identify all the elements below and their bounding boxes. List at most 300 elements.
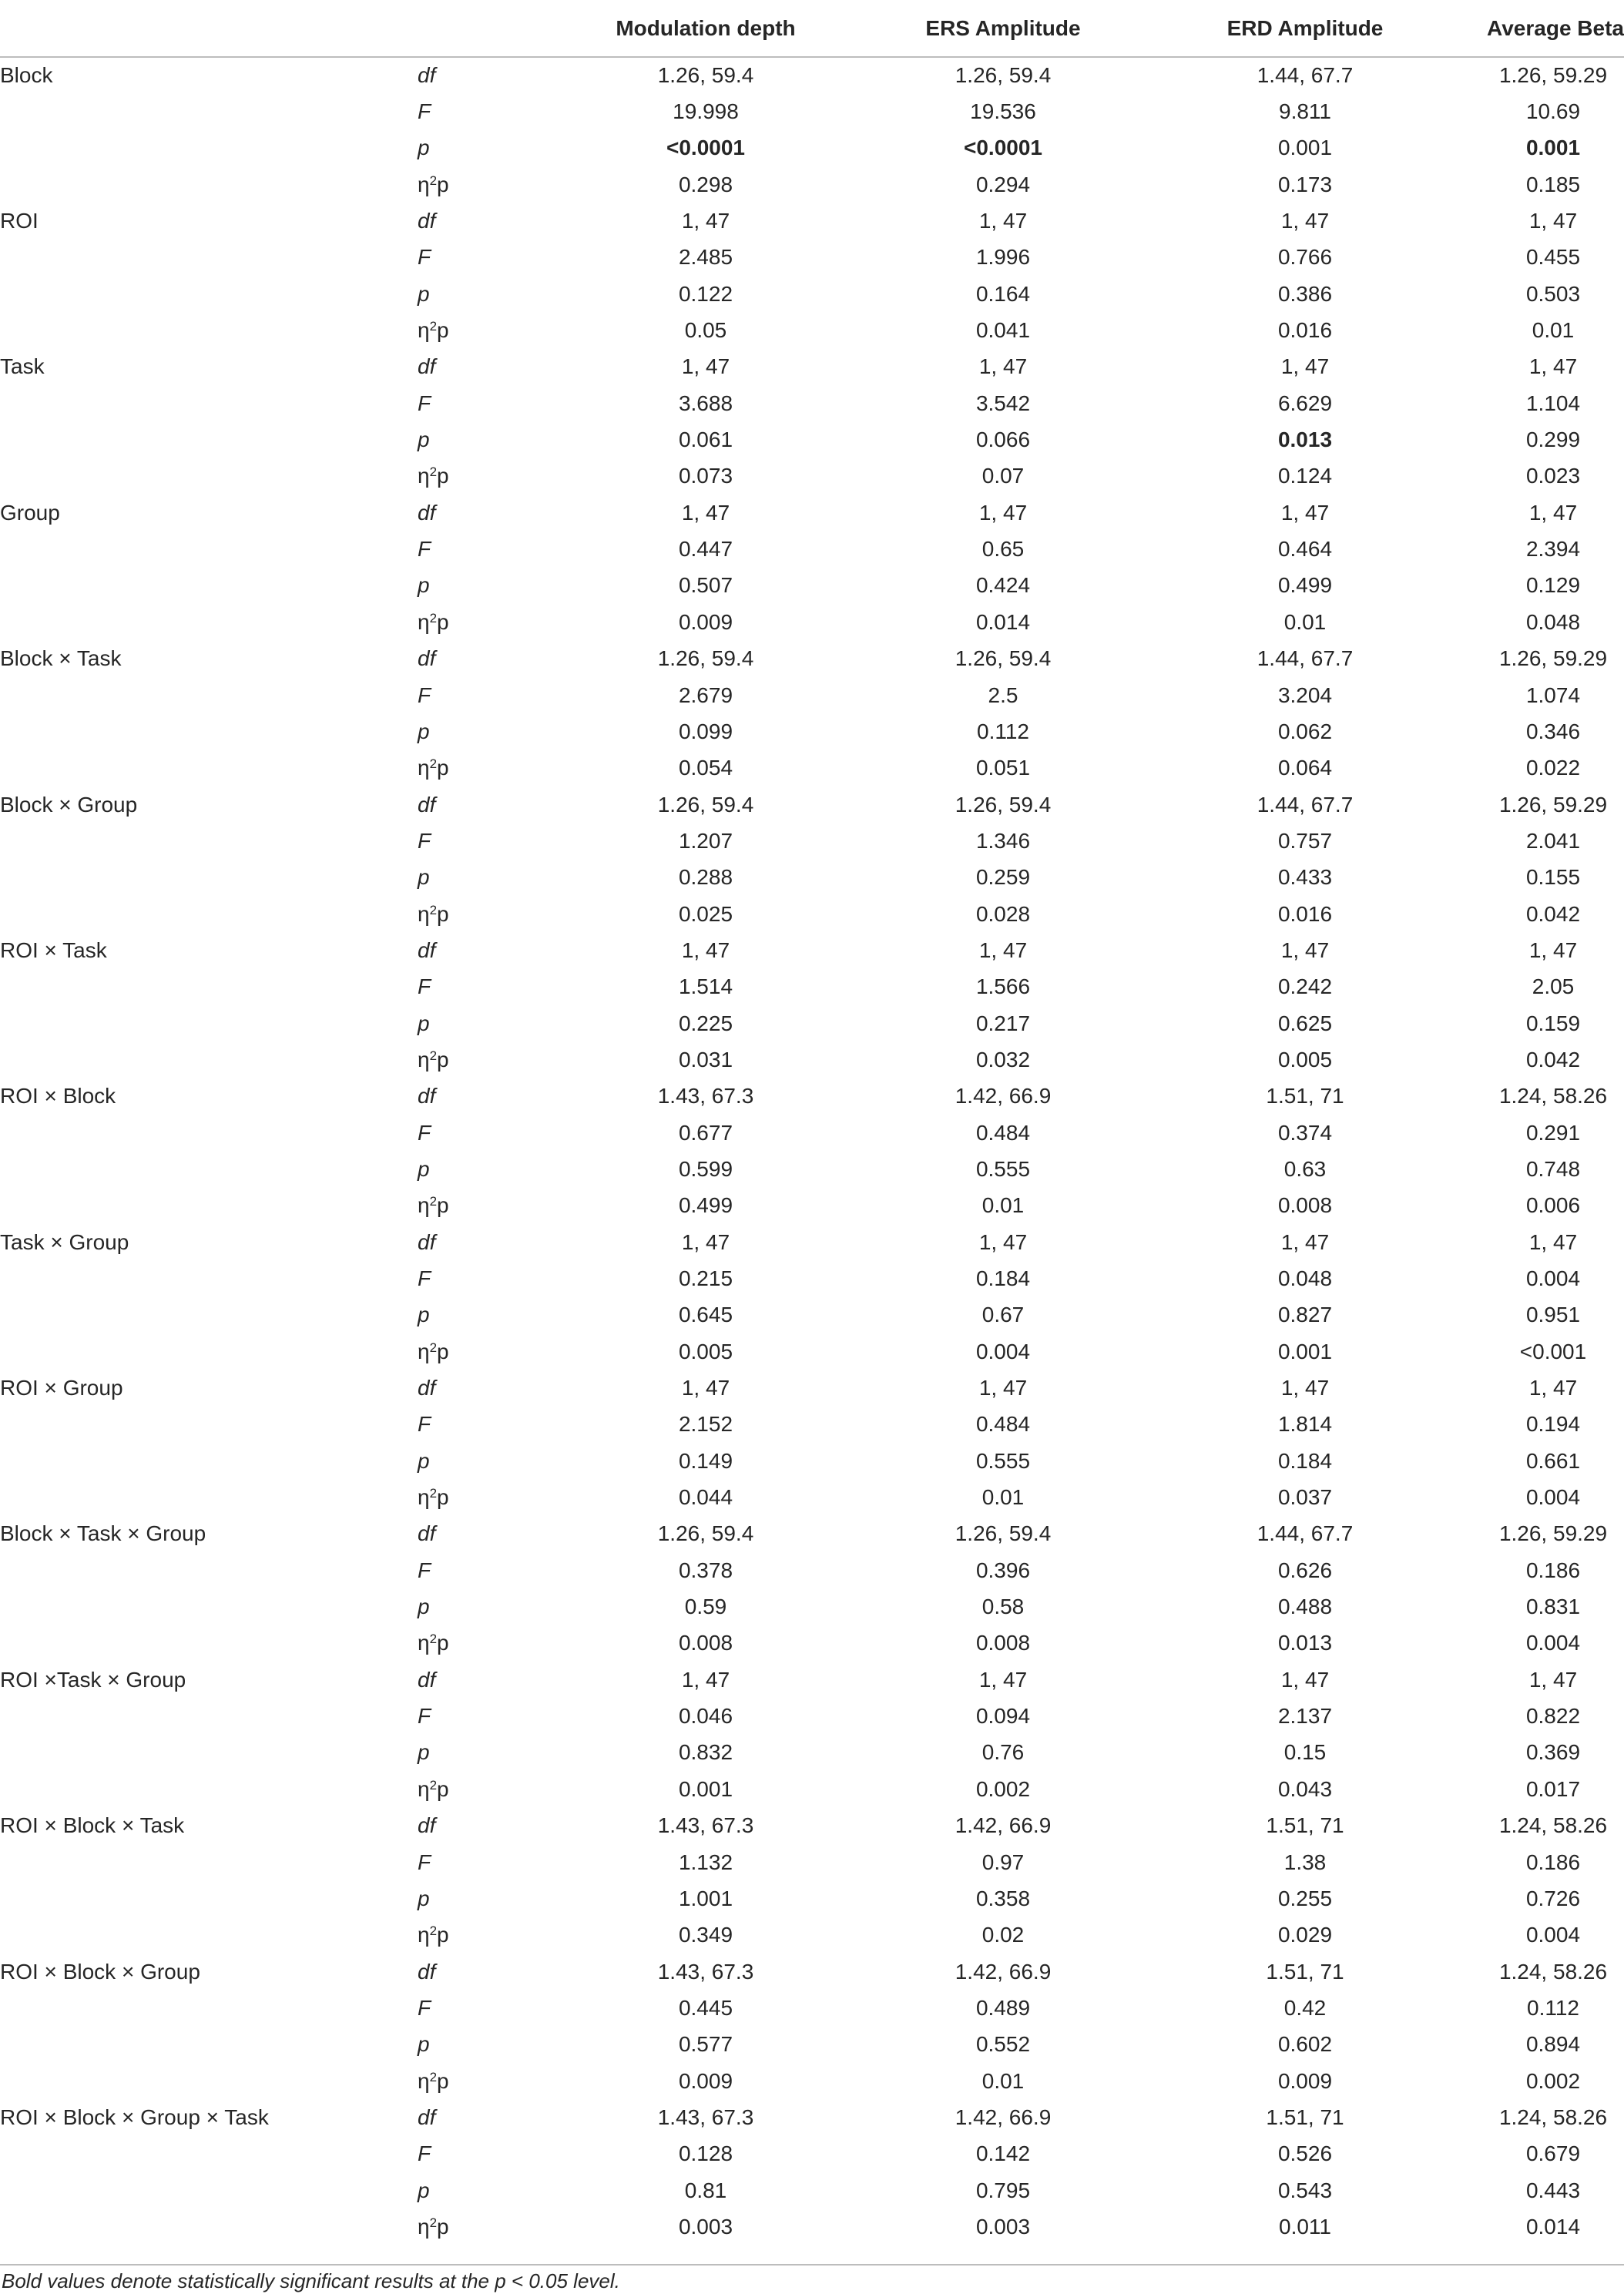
table-row (0, 1880, 1624, 1917)
cell-average-beta: 1.24, 58.26 (1498, 1813, 1608, 1838)
cell-erd-amplitude: 1, 47 (1280, 937, 1330, 962)
cell-ers-amplitude: 0.184 (975, 1266, 1031, 1291)
table-row (0, 1516, 1624, 1552)
table-row (0, 932, 1624, 968)
cell-average-beta: 0.455 (1525, 245, 1581, 270)
statistic-label: $\eta^2p$ (418, 609, 449, 634)
cell-ers-amplitude: 0.217 (975, 1011, 1031, 1035)
effect-label-empty (0, 276, 418, 312)
statistic-label: p (418, 1740, 430, 1765)
table-row (0, 1005, 1624, 1041)
cell-average-beta: 10.69 (1525, 99, 1581, 124)
cell-average-beta: 1, 47 (1528, 209, 1578, 233)
table-row (0, 1625, 1624, 1662)
cell-erd-amplitude: 0.499 (1277, 573, 1333, 598)
table-row (0, 1990, 1624, 2026)
effect-label: ROI (0, 209, 39, 233)
cell-modulation-depth: 1.26, 59.4 (657, 1521, 754, 1546)
table-bottom-rule (0, 2264, 1624, 2265)
effect-label-empty (0, 1625, 418, 1662)
cell-average-beta: 0.186 (1525, 1850, 1581, 1874)
cell-ers-amplitude: 1.42, 66.9 (955, 1959, 1052, 1984)
statistic-label: p (418, 1886, 430, 1910)
cell-modulation-depth: 0.445 (678, 1995, 733, 2020)
statistic-label: F (418, 391, 431, 415)
statistic-label: p (418, 573, 430, 598)
statistic-label: df (418, 1084, 436, 1108)
cell-average-beta: 1.26, 59.29 (1498, 1521, 1608, 1546)
cell-ers-amplitude: 0.294 (975, 172, 1031, 196)
cell-modulation-depth: 1.43, 67.3 (657, 1813, 754, 1838)
cell-modulation-depth: 0.008 (678, 1631, 733, 1655)
cell-average-beta: 0.112 (1527, 1995, 1579, 2020)
statistic-label: $\eta^2p$ (418, 318, 449, 343)
table-row (0, 1370, 1624, 1406)
statistic-label: F (418, 1850, 431, 1874)
table-row (0, 531, 1624, 567)
cell-average-beta: 0.042 (1525, 901, 1581, 926)
table-row (0, 1735, 1624, 1771)
effect-label-empty (0, 130, 418, 166)
effect-label-empty (0, 860, 418, 896)
statistic-label: df (418, 2105, 436, 2129)
table-row (0, 2027, 1624, 2063)
effect-label: ROI × Task (0, 937, 107, 962)
effect-label-empty (0, 750, 418, 786)
cell-modulation-depth: 0.599 (678, 1156, 733, 1181)
cell-erd-amplitude: 3.204 (1277, 682, 1333, 707)
cell-ers-amplitude: 0.489 (975, 1995, 1031, 2020)
cell-ers-amplitude: <0.0001 (964, 136, 1042, 160)
cell-modulation-depth: 1, 47 (681, 1229, 730, 1254)
cell-average-beta: 1.24, 58.26 (1498, 2105, 1608, 2129)
effect-label-empty (0, 312, 418, 348)
cell-ers-amplitude: 1.346 (975, 828, 1031, 853)
effect-label: Block × Group (0, 792, 138, 817)
statistic-label: $\eta^2p$ (418, 901, 449, 926)
table-row (0, 57, 1624, 93)
effect-label-empty (0, 1443, 418, 1479)
table-row (0, 896, 1624, 932)
statistic-label: p (418, 136, 430, 160)
statistic-label: $\eta^2p$ (418, 1485, 449, 1510)
effect-label-empty (0, 458, 418, 495)
effect-label: Block (0, 63, 53, 88)
cell-modulation-depth: 1.26, 59.4 (657, 646, 754, 671)
table-row (0, 312, 1624, 348)
cell-average-beta: 1.24, 58.26 (1498, 1084, 1608, 1108)
cell-erd-amplitude: 0.009 (1277, 2068, 1333, 2093)
cell-ers-amplitude: 1, 47 (978, 1229, 1028, 1254)
cell-erd-amplitude: 1.38 (1283, 1850, 1327, 1874)
statistic-label: df (418, 1521, 436, 1546)
cell-erd-amplitude: 0.001 (1277, 136, 1333, 160)
table-row (0, 93, 1624, 129)
cell-erd-amplitude: 2.137 (1277, 1704, 1333, 1729)
table-row (0, 860, 1624, 896)
cell-average-beta: 0.017 (1525, 1776, 1581, 1801)
effect-label-empty (0, 166, 418, 203)
cell-ers-amplitude: 1.26, 59.4 (955, 792, 1052, 817)
statistic-label: $\eta^2p$ (418, 1047, 449, 1072)
cell-modulation-depth: 0.073 (678, 464, 733, 488)
effect-label: ROI ×Task × Group (0, 1667, 186, 1692)
statistic-label: F (418, 537, 431, 562)
cell-ers-amplitude: 1, 47 (978, 354, 1028, 379)
cell-erd-amplitude: 0.001 (1277, 1339, 1333, 1363)
header-statistic (418, 0, 561, 57)
statistic-label: p (418, 2032, 430, 2057)
statistic-label: $\eta^2p$ (418, 1339, 449, 1363)
cell-erd-amplitude: 1.44, 67.7 (1257, 63, 1354, 88)
table-row (0, 203, 1624, 239)
cell-erd-amplitude: 0.602 (1277, 2032, 1333, 2057)
statistic-label: F (418, 1120, 431, 1145)
cell-erd-amplitude: 1, 47 (1280, 500, 1330, 525)
cell-modulation-depth: 0.225 (678, 1011, 733, 1035)
statistic-label: F (418, 245, 431, 270)
cell-ers-amplitude: 1, 47 (978, 209, 1028, 233)
table-row (0, 240, 1624, 276)
cell-erd-amplitude: 1, 47 (1280, 1376, 1330, 1400)
effect-label-empty (0, 823, 418, 859)
cell-modulation-depth: 1, 47 (681, 1376, 730, 1400)
statistic-label: $\eta^2p$ (418, 756, 449, 780)
effect-label-empty (0, 1479, 418, 1515)
table-row (0, 2172, 1624, 2208)
cell-erd-amplitude: 0.543 (1277, 2178, 1333, 2202)
cell-average-beta: 0.048 (1525, 609, 1581, 634)
cell-average-beta: 0.01 (1532, 318, 1575, 343)
cell-ers-amplitude: 0.484 (975, 1120, 1031, 1145)
table-row (0, 1954, 1624, 1990)
cell-modulation-depth: 0.59 (684, 1595, 727, 1619)
cell-erd-amplitude: 1.51, 71 (1266, 1959, 1344, 1984)
cell-average-beta: 0.022 (1525, 756, 1581, 780)
cell-average-beta: 0.023 (1525, 464, 1581, 488)
cell-average-beta: 1, 47 (1528, 1376, 1578, 1400)
cell-modulation-depth: <0.0001 (666, 136, 745, 160)
cell-erd-amplitude: 1.44, 67.7 (1257, 792, 1354, 817)
effect-label: ROI × Group (0, 1376, 123, 1400)
cell-erd-amplitude: 6.629 (1277, 391, 1333, 415)
cell-average-beta: 0.194 (1525, 1412, 1581, 1437)
cell-erd-amplitude: 9.811 (1279, 99, 1331, 124)
cell-ers-amplitude: 0.066 (975, 428, 1031, 452)
effect-label-empty (0, 1771, 418, 1807)
cell-modulation-depth: 0.149 (678, 1448, 733, 1473)
statistic-label: F (418, 828, 431, 853)
cell-modulation-depth: 0.025 (678, 901, 733, 926)
cell-modulation-depth: 1.26, 59.4 (657, 792, 754, 817)
cell-ers-amplitude: 0.795 (975, 2178, 1031, 2202)
cell-average-beta: 0.186 (1525, 1558, 1581, 1582)
cell-ers-amplitude: 1.996 (975, 245, 1031, 270)
cell-erd-amplitude: 0.827 (1277, 1303, 1333, 1327)
statistic-label: $\eta^2p$ (418, 2214, 449, 2239)
cell-ers-amplitude: 0.02 (981, 1923, 1025, 1947)
effect-label-empty (0, 896, 418, 932)
cell-modulation-depth: 0.645 (678, 1303, 733, 1327)
cell-erd-amplitude: 0.124 (1277, 464, 1333, 488)
statistic-label: p (418, 1011, 430, 1035)
cell-erd-amplitude: 0.01 (1283, 609, 1327, 634)
statistic-label: p (418, 865, 430, 890)
cell-ers-amplitude: 0.67 (981, 1303, 1025, 1327)
cell-ers-amplitude: 1, 47 (978, 1376, 1028, 1400)
cell-modulation-depth: 0.003 (678, 2214, 733, 2239)
effect-label-empty (0, 2027, 418, 2063)
cell-erd-amplitude: 0.005 (1277, 1047, 1333, 1072)
cell-average-beta: 0.001 (1525, 136, 1581, 160)
cell-modulation-depth: 0.044 (678, 1485, 733, 1510)
cell-ers-amplitude: 1, 47 (978, 937, 1028, 962)
statistic-label: p (418, 1156, 430, 1181)
statistic-label: df (418, 937, 436, 962)
statistic-label: p (418, 719, 430, 743)
cell-average-beta: 0.726 (1525, 1886, 1581, 1910)
header-modulation-depth: Modulation depth (561, 0, 851, 57)
table-row (0, 1698, 1624, 1734)
table-row (0, 677, 1624, 713)
effect-label: Block × Task (0, 646, 122, 671)
cell-average-beta: 1, 47 (1528, 1229, 1578, 1254)
cell-ers-amplitude: 0.028 (975, 901, 1031, 926)
table-row (0, 786, 1624, 823)
table-row (0, 1151, 1624, 1187)
cell-erd-amplitude: 0.029 (1277, 1923, 1333, 1947)
cell-average-beta: 0.014 (1525, 2214, 1581, 2239)
cell-average-beta: 0.159 (1525, 1011, 1581, 1035)
effect-label-empty (0, 1041, 418, 1078)
table-row (0, 1443, 1624, 1479)
table-row (0, 276, 1624, 312)
cell-modulation-depth: 0.046 (678, 1704, 733, 1729)
cell-ers-amplitude: 0.555 (975, 1448, 1031, 1473)
cell-erd-amplitude: 0.15 (1283, 1740, 1327, 1765)
statistic-label: df (418, 63, 436, 88)
statistic-label: F (418, 1704, 431, 1729)
statistic-label: p (418, 1595, 430, 1619)
table-row (0, 568, 1624, 604)
cell-ers-amplitude: 0.01 (981, 2068, 1025, 2093)
cell-erd-amplitude: 1.44, 67.7 (1257, 646, 1354, 671)
cell-average-beta: 0.369 (1525, 1740, 1581, 1765)
cell-ers-amplitude: 0.014 (975, 609, 1031, 634)
cell-average-beta: 1, 47 (1528, 354, 1578, 379)
cell-erd-amplitude: 0.63 (1283, 1156, 1327, 1181)
cell-modulation-depth: 1.26, 59.4 (657, 63, 754, 88)
header-row (0, 0, 1624, 57)
cell-modulation-depth: 0.677 (678, 1120, 733, 1145)
cell-modulation-depth: 0.128 (678, 2141, 733, 2166)
cell-ers-amplitude: 0.396 (975, 1558, 1031, 1582)
effect-label: ROI × Block × Task (0, 1813, 185, 1838)
cell-erd-amplitude: 0.757 (1277, 828, 1333, 853)
statistic-label: $\eta^2p$ (418, 1631, 449, 1655)
effect-label: ROI × Block (0, 1084, 116, 1108)
cell-modulation-depth: 0.001 (678, 1776, 733, 1801)
statistic-label: p (418, 1303, 430, 1327)
cell-ers-amplitude: 0.97 (981, 1850, 1025, 1874)
table-row (0, 1260, 1624, 1296)
table-row (0, 1297, 1624, 1333)
cell-average-beta: 0.346 (1525, 719, 1581, 743)
cell-ers-amplitude: 0.484 (975, 1412, 1031, 1437)
cell-modulation-depth: 0.005 (678, 1339, 733, 1363)
effect-label-empty (0, 1552, 418, 1588)
cell-average-beta: 0.004 (1525, 1631, 1581, 1655)
cell-average-beta: 0.042 (1525, 1047, 1581, 1072)
cell-ers-amplitude: 0.094 (975, 1704, 1031, 1729)
cell-modulation-depth: 1.001 (678, 1886, 733, 1910)
cell-average-beta: 0.004 (1525, 1266, 1581, 1291)
cell-modulation-depth: 2.679 (678, 682, 733, 707)
cell-ers-amplitude: 3.542 (975, 391, 1031, 415)
statistic-label: p (418, 1448, 430, 1473)
cell-erd-amplitude: 1.51, 71 (1266, 1813, 1344, 1838)
cell-modulation-depth: 3.688 (678, 391, 733, 415)
effect-label-empty (0, 1188, 418, 1224)
cell-modulation-depth: 0.832 (678, 1740, 733, 1765)
cell-ers-amplitude: 0.002 (975, 1776, 1031, 1801)
cell-erd-amplitude: 1, 47 (1280, 354, 1330, 379)
statistic-label: $\eta^2p$ (418, 1776, 449, 1801)
cell-average-beta: 0.129 (1525, 573, 1581, 598)
cell-erd-amplitude: 1.51, 71 (1266, 1084, 1344, 1108)
cell-erd-amplitude: 0.242 (1277, 974, 1333, 999)
cell-erd-amplitude: 0.488 (1277, 1595, 1333, 1619)
cell-ers-amplitude: 0.008 (975, 1631, 1031, 1655)
cell-erd-amplitude: 0.037 (1277, 1485, 1333, 1510)
effect-label: Task (0, 354, 45, 379)
effect-label-empty (0, 2208, 418, 2245)
cell-erd-amplitude: 0.011 (1279, 2214, 1331, 2239)
cell-ers-amplitude: 0.552 (975, 2032, 1031, 2057)
cell-ers-amplitude: 1, 47 (978, 500, 1028, 525)
effect-label-empty (0, 568, 418, 604)
cell-ers-amplitude: 1.42, 66.9 (955, 1084, 1052, 1108)
effect-label-empty (0, 1115, 418, 1151)
cell-average-beta: 0.004 (1525, 1923, 1581, 1947)
cell-average-beta: 0.443 (1525, 2178, 1581, 2202)
cell-erd-amplitude: 0.013 (1277, 1631, 1333, 1655)
statistic-label: F (418, 1412, 431, 1437)
effect-label-empty (0, 93, 418, 129)
cell-erd-amplitude: 0.064 (1277, 756, 1333, 780)
cell-modulation-depth: 0.031 (678, 1047, 733, 1072)
cell-average-beta: 1, 47 (1528, 937, 1578, 962)
table-row (0, 495, 1624, 531)
cell-modulation-depth: 0.061 (678, 428, 733, 452)
cell-ers-amplitude: 0.01 (981, 1485, 1025, 1510)
header-ers-amplitude: ERS Amplitude (851, 0, 1156, 57)
cell-ers-amplitude: 0.01 (981, 1193, 1025, 1218)
table-body (0, 57, 1624, 2245)
effect-label-empty (0, 1735, 418, 1771)
cell-modulation-depth: 0.122 (678, 281, 733, 306)
statistic-label: df (418, 1667, 436, 1692)
effect-label-empty (0, 2136, 418, 2172)
effect-label-empty (0, 604, 418, 640)
effect-label-empty (0, 1990, 418, 2026)
effect-label-empty (0, 1297, 418, 1333)
cell-average-beta: 0.002 (1525, 2068, 1581, 2093)
statistic-label: F (418, 1558, 431, 1582)
cell-ers-amplitude: 19.536 (970, 99, 1036, 124)
cell-modulation-depth: 1, 47 (681, 354, 730, 379)
cell-modulation-depth: 1, 47 (681, 1667, 730, 1692)
effect-label-empty (0, 969, 418, 1005)
table-row (0, 604, 1624, 640)
effect-label: ROI × Block × Group × Task (0, 2105, 269, 2129)
cell-erd-amplitude: 0.464 (1277, 537, 1333, 562)
table-row (0, 1407, 1624, 1443)
table-row (0, 1078, 1624, 1115)
table-row (0, 750, 1624, 786)
cell-ers-amplitude: 0.555 (975, 1156, 1031, 1181)
cell-erd-amplitude: 0.043 (1277, 1776, 1333, 1801)
cell-modulation-depth: 0.05 (684, 318, 727, 343)
cell-erd-amplitude: 1.51, 71 (1266, 2105, 1344, 2129)
cell-modulation-depth: 1.43, 67.3 (657, 2105, 754, 2129)
table-row (0, 349, 1624, 385)
statistic-label: $\eta^2p$ (418, 2068, 449, 2093)
cell-erd-amplitude: 0.016 (1277, 318, 1333, 343)
effect-label-empty (0, 1588, 418, 1625)
statistic-label: F (418, 974, 431, 999)
cell-modulation-depth: 0.507 (678, 573, 733, 598)
cell-erd-amplitude: 0.008 (1277, 1193, 1333, 1218)
cell-average-beta: 0.894 (1525, 2032, 1581, 2057)
cell-erd-amplitude: 1, 47 (1280, 1667, 1330, 1692)
table-row (0, 1333, 1624, 1370)
statistic-label: df (418, 500, 436, 525)
statistic-label: df (418, 354, 436, 379)
cell-modulation-depth: 0.81 (684, 2178, 727, 2202)
cell-modulation-depth: 1, 47 (681, 209, 730, 233)
cell-erd-amplitude: 1.814 (1277, 1412, 1333, 1437)
header-erd-amplitude: ERD Amplitude (1156, 0, 1455, 57)
cell-ers-amplitude: 0.424 (975, 573, 1031, 598)
cell-erd-amplitude: 1.44, 67.7 (1257, 1521, 1354, 1546)
cell-average-beta: 1.074 (1525, 682, 1581, 707)
statistic-label: df (418, 1813, 436, 1838)
table-row (0, 1917, 1624, 1954)
table-row (0, 1115, 1624, 1151)
table-row (0, 130, 1624, 166)
cell-average-beta: 2.041 (1525, 828, 1581, 853)
effect-label-empty (0, 713, 418, 750)
statistic-label: df (418, 1376, 436, 1400)
cell-average-beta: 0.006 (1525, 1193, 1581, 1218)
cell-modulation-depth: 0.298 (678, 172, 733, 196)
cell-modulation-depth: 0.378 (678, 1558, 733, 1582)
table-row (0, 421, 1624, 458)
cell-average-beta: 0.831 (1525, 1595, 1581, 1619)
cell-ers-amplitude: 0.259 (975, 865, 1031, 890)
cell-ers-amplitude: 0.58 (981, 1595, 1025, 1619)
statistic-label: $\eta^2p$ (418, 464, 449, 488)
table-row (0, 1041, 1624, 1078)
cell-modulation-depth: 19.998 (673, 99, 739, 124)
effect-label-empty (0, 1260, 418, 1296)
cell-ers-amplitude: 1, 47 (978, 1667, 1028, 1692)
cell-erd-amplitude: 0.766 (1277, 245, 1333, 270)
table-row (0, 2099, 1624, 2135)
cell-average-beta: <0.001 (1519, 1339, 1587, 1363)
cell-erd-amplitude: 0.625 (1277, 1011, 1333, 1035)
